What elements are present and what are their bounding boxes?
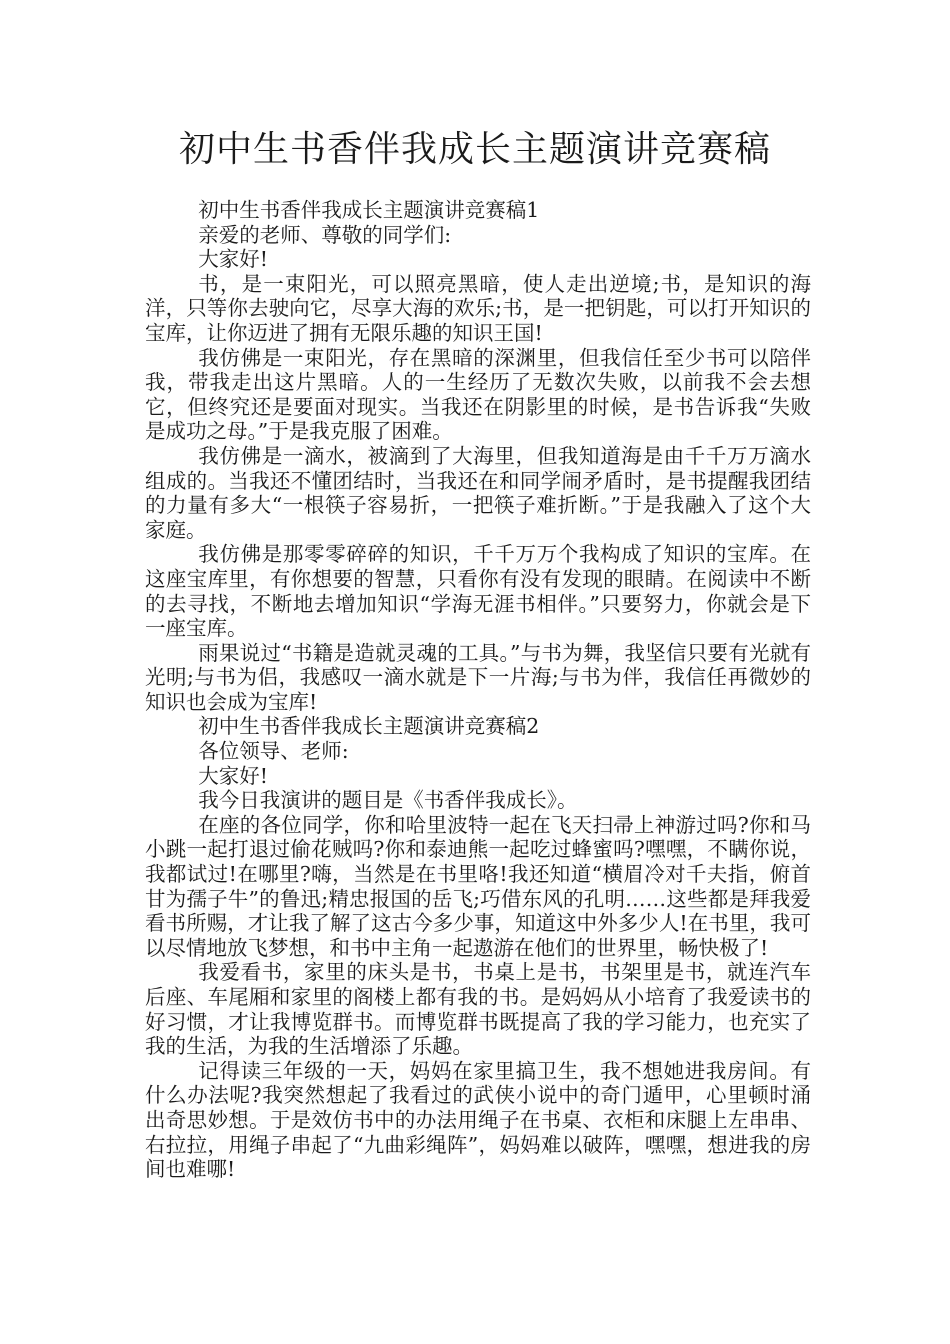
speech-topic: 我今日我演讲的题目是《书香伴我成长》。 <box>198 788 578 813</box>
paragraph: 记得读三年级的一天，妈妈在家里搞卫生，我不想她进我房间。有什么办法呢?我突然想起了我看过的武侠小说中的奇门遁甲，心里顿时涌出奇思妙想。于是效仿书中的办法用绳子在书桌、衣柜和床腿上左串串、右拉拉，用绳子串起了“九曲彩绳阵”，妈妈难以破阵，嘿嘿，想进我的房间也难哪! <box>145 1058 811 1182</box>
greeting: 大家好! <box>198 247 269 272</box>
section-heading-1: 初中生书香伴我成长主题演讲竞赛稿1 <box>198 198 540 222</box>
greeting: 大家好! <box>198 763 269 788</box>
document-body <box>145 198 811 1182</box>
paragraph: 我仿佛是一束阳光，存在黑暗的深渊里，但我信任至少书可以陪伴我，带我走出这片黑暗。人的一生经历了无数次失败，以前我不会去想它，但终究还是要面对现实。当我还在阴影里的时候，是书告诉我“失败是成功之母。”于是我克服了困难。 <box>145 345 811 444</box>
salutation: 亲爱的老师、尊敬的同学们: <box>198 222 452 247</box>
document-title: 初中生书香伴我成长主题演讲竞赛稿 <box>178 129 771 170</box>
paragraph: 书，是一束阳光，可以照亮黑暗，使人走出逆境;书，是知识的海洋，只等你去驶向它，尽享大海的欢乐;书，是一把钥匙，可以打开知识的宝库，让你迈进了拥有无限乐趣的知识王国! <box>145 271 811 345</box>
section-heading-2: 初中生书香伴我成长主题演讲竞赛稿2 <box>198 714 540 739</box>
paragraph: 在座的各位同学，你和哈里波特一起在飞天扫帚上神游过吗?你和马小跳一起打退过偷花贼吗?你和泰迪熊一起吃过蜂蜜吗?嘿嘿，不瞒你说，我都试过!在哪里?嗨，当然是在书里咯!我还知道“横眉冷对千夫指，俯首甘为孺子牛”的鲁迅;精忠报国的岳飞;巧借东风的孔明……这些都是拜我爱看书所赐，才让我了解了这古今多少事，知道这中外多少人!在书里，我可以尽情地放飞梦想，和书中主角一起遨游在他们的世界里，畅快极了! <box>145 812 811 960</box>
salutation: 各位领导、老师: <box>198 739 349 764</box>
paragraph: 雨果说过“书籍是造就灵魂的工具。”与书为舞，我坚信只要有光就有光明;与书为侣，我感叹一滴水就是下一片海;与书为伴，我信任再微妙的知识也会成为宝库! <box>145 640 811 714</box>
paragraph: 我仿佛是那零零碎碎的知识，千千万万个我构成了知识的宝库。在这座宝库里，有你想要的智慧，只看你有没有发现的眼睛。在阅读中不断的去寻找，不断地去增加知识“学海无涯书相伴。”只要努力，你就会是下一座宝库。 <box>145 542 811 641</box>
paragraph: 我仿佛是一滴水，被滴到了大海里，但我知道海是由千千万万滴水组成的。当我还不懂团结时，当我还在和同学闹矛盾时，是书提醒我团结的力量有多大“一根筷子容易折，一把筷子难折断。”于是我融入了这个大家庭。 <box>145 443 811 542</box>
paragraph: 我爱看书，家里的床头是书，书桌上是书，书架里是书，就连汽车后座、车尾厢和家里的阁楼上都有我的书。是妈妈从小培育了我爱读书的好习惯，才让我博览群书。而博览群书既提高了我的学习能力，也充实了我的生活，为我的生活增添了乐趣。 <box>145 960 811 1059</box>
